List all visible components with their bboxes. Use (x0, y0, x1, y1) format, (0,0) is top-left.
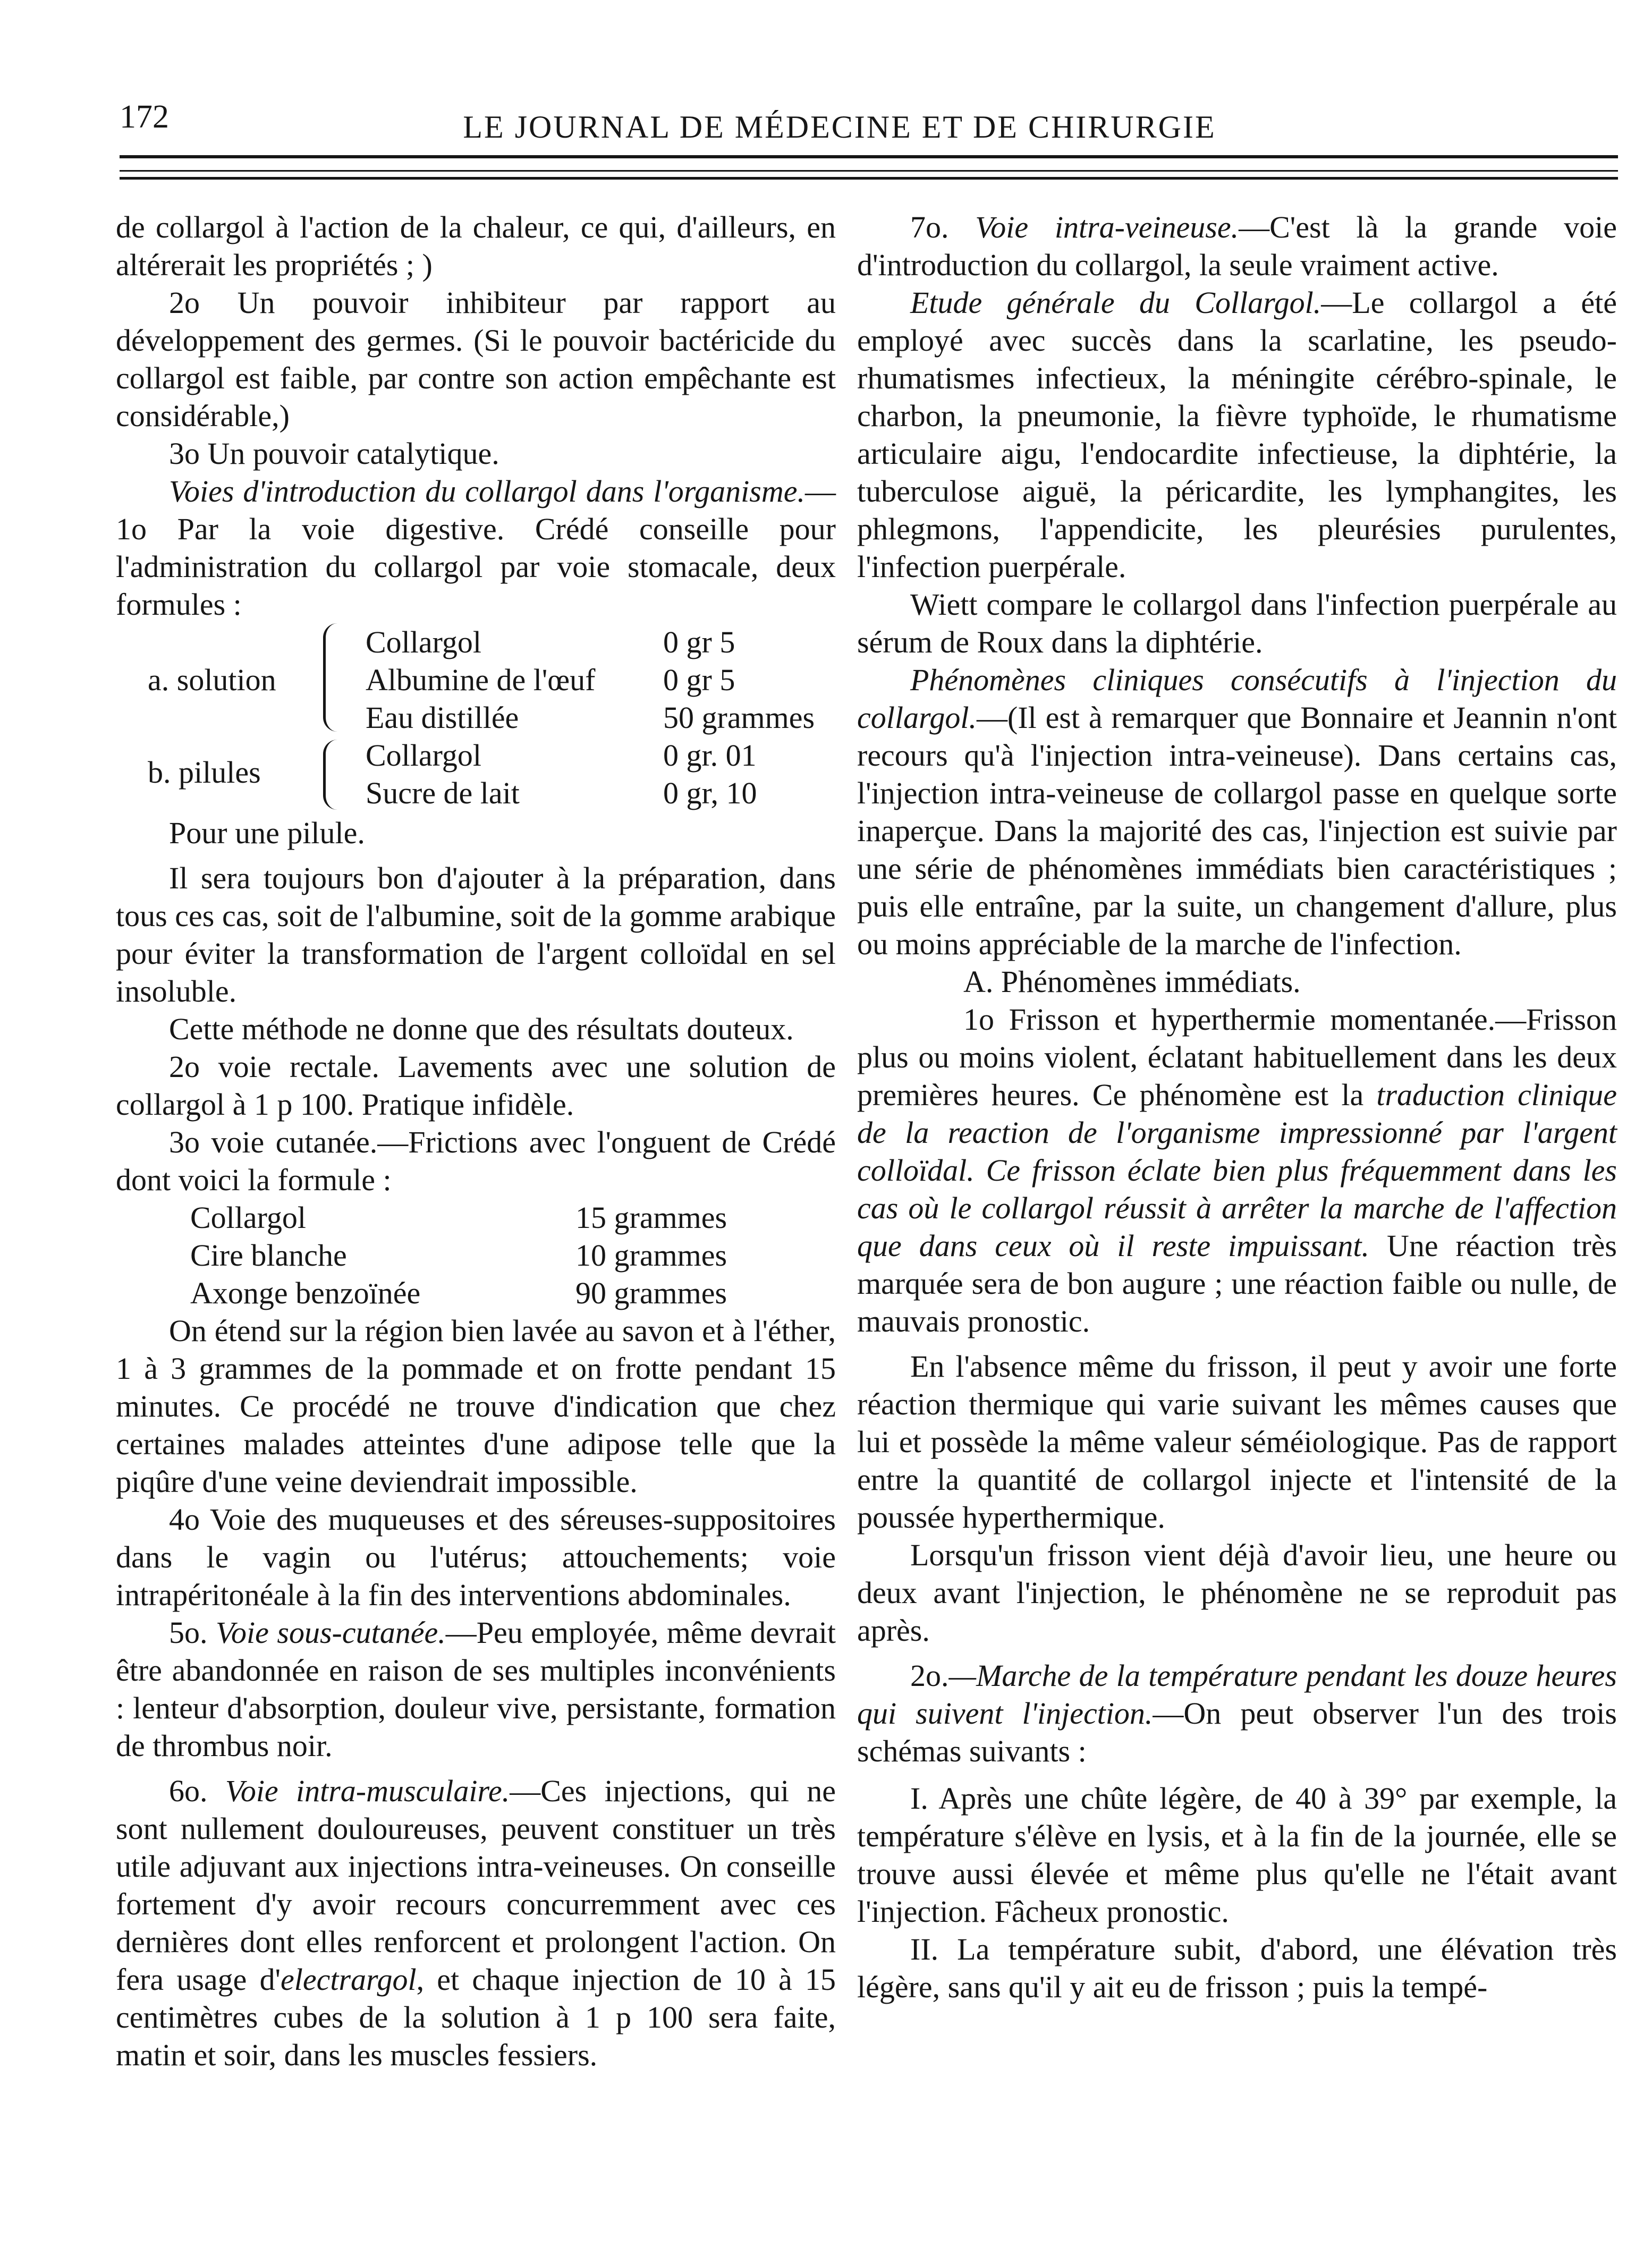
paragraph (857, 284, 1617, 586)
running-header-title: LE JOURNAL DE MÉDECINE ET DE CHIRURGIE (463, 109, 1216, 145)
ingredient-name: Eau distillée (366, 700, 519, 735)
paragraph-text: , et chaque injection de 10 à 15 centimètres cubes de la solution à 1 p 100 sera faite, matin et soir, dans les muscles fessiers. (116, 1962, 836, 2072)
section-title: Voie intra-veineuse. (975, 210, 1239, 244)
paragraph-number: 7o. (910, 210, 949, 244)
ingredient-quantity: 90 grammes (575, 1276, 727, 1310)
ingredient-name: Axonge benzoïnée (190, 1276, 421, 1310)
brace (323, 623, 337, 732)
recipe-label: b. pilules (148, 755, 261, 790)
formula-item (190, 1274, 727, 1312)
ingredient-quantity: 0 gr, 10 (663, 776, 757, 810)
paragraph (857, 1657, 1617, 1770)
ingredient-quantity: 15 grammes (575, 1200, 727, 1235)
ingredient-name: Collargol (190, 1200, 307, 1235)
section-title: —Marche de la température pendant les douze heures qui suivent l'injection. (857, 1658, 1617, 1731)
paragraph: II. La température subit, d'abord, une élévation très légère, sans qu'il y ait eu de frisson ; puis la tempé- (857, 1932, 1617, 2004)
ingredient-name: Sucre de lait (366, 776, 520, 810)
section-title: Phénomènes cliniques consécutifs à l'injection du collargol. (857, 663, 1617, 735)
section-title: Voie sous-cutanée. (216, 1615, 446, 1650)
paragraph (116, 472, 836, 623)
paragraph: Wiett compare le collargol dans l'infection puerpérale au sérum de Roux dans la diphtérie. (857, 587, 1617, 659)
left-column (116, 208, 836, 2074)
right-column (857, 208, 1617, 2006)
paragraph-text: Une réaction très marquée sera de bon augure ; une réaction faible ou nulle, de mauvais pronostic. (857, 1228, 1617, 1338)
paragraph: Lorsqu'un frisson vient déjà d'avoir lieu, une heure ou deux avant l'injection, le phénomène ne se reproduit pas après. (857, 1538, 1617, 1648)
paragraph (116, 1772, 836, 2074)
paragraph: 3o Un pouvoir catalytique. (169, 436, 499, 471)
paragraph: En l'absence même du frisson, il peut y avoir une forte réaction thermique qui varie suivant les mêmes causes que lui et possède la même valeur séméiologique. Pas de rapport entre la quantité de collargol injecte et l'intensité de la poussée hyperthermique. (857, 1349, 1617, 1535)
paragraph: 4o Voie des muqueuses et des séreuses-suppositoires dans le vagin ou l'utérus; attouchements; voie intrapéritonéale à la fin des interventions abdominales. (116, 1502, 836, 1612)
paragraph (116, 1614, 836, 1765)
paragraph-number: 2o. (910, 1658, 949, 1693)
ingredient-name: Collargol (366, 738, 482, 773)
paragraph: 2o voie rectale. Lavements avec une solution de collargol à 1 p 100. Pratique infidèle. (116, 1049, 836, 1122)
paragraph (857, 1001, 1617, 1340)
paragraph (857, 661, 1617, 963)
ingredient-quantity: 50 grammes (663, 700, 815, 735)
section-title: Voies d'introduction du collargol dans l'organisme. (169, 474, 805, 508)
paragraph: Il sera toujours bon d'ajouter à la préparation, dans tous ces cas, soit de l'albumine, soit de la gomme arabique pour éviter la transformation de l'argent colloïdal en sel insoluble. (116, 861, 836, 1008)
recipe-solution (116, 623, 836, 736)
paragraph-number: 5o. (169, 1615, 208, 1650)
paragraph: I. Après une chûte légère, de 40 à 39° par exemple, la température s'élève en lysis, et à la fin de la journée, elle se trouve aussi élevée et même plus qu'elle ne l'était avant l'injection. Fâcheux pronostic. (857, 1781, 1617, 1929)
ointment-formula (116, 1199, 836, 1312)
paragraph-text: —On peut observer l'un des trois schémas suivants : (857, 1696, 1617, 1768)
paragraph: de collargol à l'action de la chaleur, ce qui, d'ailleurs, en altérerait les propriétés ; ) (116, 210, 836, 282)
ingredient-name: Albumine de l'œuf (366, 663, 596, 697)
paragraph: Pour une pilule. (169, 816, 365, 850)
paragraph-number: 6o. (169, 1774, 208, 1808)
header-rule (120, 170, 1618, 172)
paragraph-text: —C'est là la grande voie d'introduction du collargol, la seule vraiment active. (857, 210, 1617, 282)
header-rule (120, 177, 1618, 180)
paragraph-text: —Le collargol a été employé avec succès dans la scarlatine, les pseudo-rhumatismes infectieux, la méningite cérébro-spinale, le charbon, la pneumonie, la fièvre typhoïde, le rhumatisme articulaire aigu, l'endocardite infectieuse, la diphtérie, la tuberculose aiguë, la péricardite, les lymphangites, les phlegmons, l'appendicite, les pleurésies purulentes, l'infection puerpérale. (857, 285, 1617, 584)
ingredient-quantity: 0 gr 5 (663, 663, 735, 697)
paragraph (857, 208, 1617, 284)
recipe-label: a. solution (148, 663, 276, 697)
paragraph-text: 1o Frisson et hyperthermie momentanée.—Frisson plus ou moins violent, éclatant habituellement dans les deux premières heures. Ce phénomène est la (857, 1002, 1617, 1112)
paragraph: 3o voie cutanée.—Frictions avec l'onguent de Crédé dont voici la formule : (116, 1125, 836, 1197)
ingredient-quantity: 0 gr 5 (663, 625, 735, 659)
emphasis: traduction clinique de la reaction de l'organisme impressionné par l'argent colloïdal. Ce frisson éclate bien plus fréquemment dans les cas où le collargol réussit à arrêter la marche de l'affection que dans ceux où il reste impuissant. (857, 1078, 1617, 1263)
subsection-heading: A. Phénomènes immédiats. (963, 964, 1301, 999)
paragraph: Cette méthode ne donne que des résultats douteux. (169, 1012, 794, 1046)
paragraph-text: —Ces injections, qui ne sont nullement douloureuses, peuvent constituer un très utile adjuvant aux injections intra-veineuses. On conseille fortement d'y avoir recours concurremment avec ces dernières dont elles renforcent et prolongent l'action. On fera usage d' (116, 1774, 836, 1997)
ingredient-quantity: 0 gr. 01 (663, 738, 757, 773)
ingredient-name: Collargol (366, 625, 482, 659)
ingredient-name: Cire blanche (190, 1238, 347, 1273)
paragraph: 2o Un pouvoir inhibiteur par rapport au développement des germes. (Si le pouvoir bactéricide du collargol est faible, par contre son action empêchante est considérable,) (116, 285, 836, 433)
paragraph-text: —1o Par la voie digestive. Crédé conseille pour l'administration du collargol par voie stomacale, deux formules : (116, 474, 836, 622)
paragraph-text: —(Il est à remarquer que Bonnaire et Jeannin n'ont recours qu'à l'injection intra-veineuse). Dans certains cas, l'injection intra-veineuse de collargol passe en quelque sorte inaperçue. Dans la majorité des cas, l'injection est suivie par une série de phénomènes immédiats bien caractéristiques ; puis elle entraîne, par la suite, un changement d'allure, plus ou moins appréciable de la marche de l'infection. (857, 700, 1617, 961)
section-title: Voie intra-musculaire. (225, 1774, 510, 1808)
paragraph: On étend sur la région bien lavée au savon et à l'éther, 1 à 3 grammes de la pommade et on frotte pendant 15 minutes. Ce procédé ne trouve d'indication que chez certaines malades atteintes d'une adipose telle que la piqûre d'une veine deviendrait impossible. (116, 1313, 836, 1499)
formula-item (190, 1236, 727, 1274)
recipe-pills (116, 736, 836, 814)
page-number: 172 (120, 99, 169, 135)
paragraph-text: —Peu employée, même devrait être abandonnée en raison de ses multiples inconvénients : lenteur d'absorption, douleur vive, persistante, formation de thrombus noir. (116, 1615, 836, 1763)
section-title: Etude générale du Collargol. (910, 285, 1321, 320)
ingredient-quantity: 10 grammes (575, 1238, 727, 1273)
brace (323, 740, 337, 810)
formula-item (190, 1199, 727, 1236)
header-rule (120, 155, 1618, 158)
emphasis: electrargol (281, 1962, 417, 1997)
